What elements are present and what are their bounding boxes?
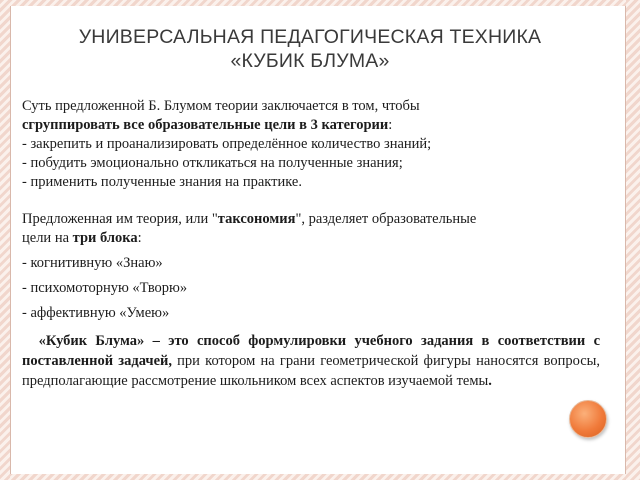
para2-text: Предложенная им теория, или " (22, 211, 218, 227)
slide-title (20, 25, 600, 73)
para2-line-2 (22, 229, 600, 248)
slide-body (22, 97, 600, 391)
para2-item: - когнитивную «Знаю» (22, 255, 163, 271)
title-line-2: «КУБИК БЛУМА» (230, 50, 390, 72)
para3-text: при котором на грани геометрической фигуры наносятся вопросы, предполагающие рассмотрение школьником всех аспектов изучаемой темы (22, 353, 600, 389)
para2-item: - психомоторную «Творю» (22, 280, 188, 296)
para1-bold-line (22, 116, 600, 135)
right-border (626, 0, 640, 480)
para2-line-1 (22, 210, 600, 229)
para2-item: - аффективную «Умею» (22, 305, 170, 321)
bottom-border (0, 474, 640, 480)
para1-item: - побудить эмоционально откликаться на полученные знания; (22, 155, 403, 171)
para1-item: - закрепить и проанализировать определённое количество знаний; (22, 136, 432, 152)
para2-text: цели на (22, 230, 73, 246)
para3 (22, 331, 600, 391)
title-line-1: УНИВЕРСАЛЬНАЯ ПЕДАГОГИЧЕСКАЯ ТЕХНИКА (78, 26, 542, 48)
para1-bold: сгруппировать все образовательные цели в 3 категории (22, 117, 389, 133)
para1-colon: : (388, 117, 393, 133)
taxonomy-bold: таксономия (217, 211, 296, 227)
para2-text: ", разделяет образовательные (295, 211, 477, 227)
para3-end: . (488, 373, 492, 389)
three-blocks-bold: три блока (72, 230, 138, 246)
para3-bold: «Кубик Блума» – это способ формулировки учебного задания в соответствии с поставленной задачей, (22, 333, 601, 369)
orange-circle-button[interactable] (569, 400, 607, 438)
para2-text: : (137, 230, 142, 246)
left-border (0, 0, 10, 480)
para1-item: - применить полученные знания на практике. (22, 174, 302, 190)
para1-intro: Суть предложенной Б. Блумом теории заключается в том, чтобы (22, 98, 420, 114)
